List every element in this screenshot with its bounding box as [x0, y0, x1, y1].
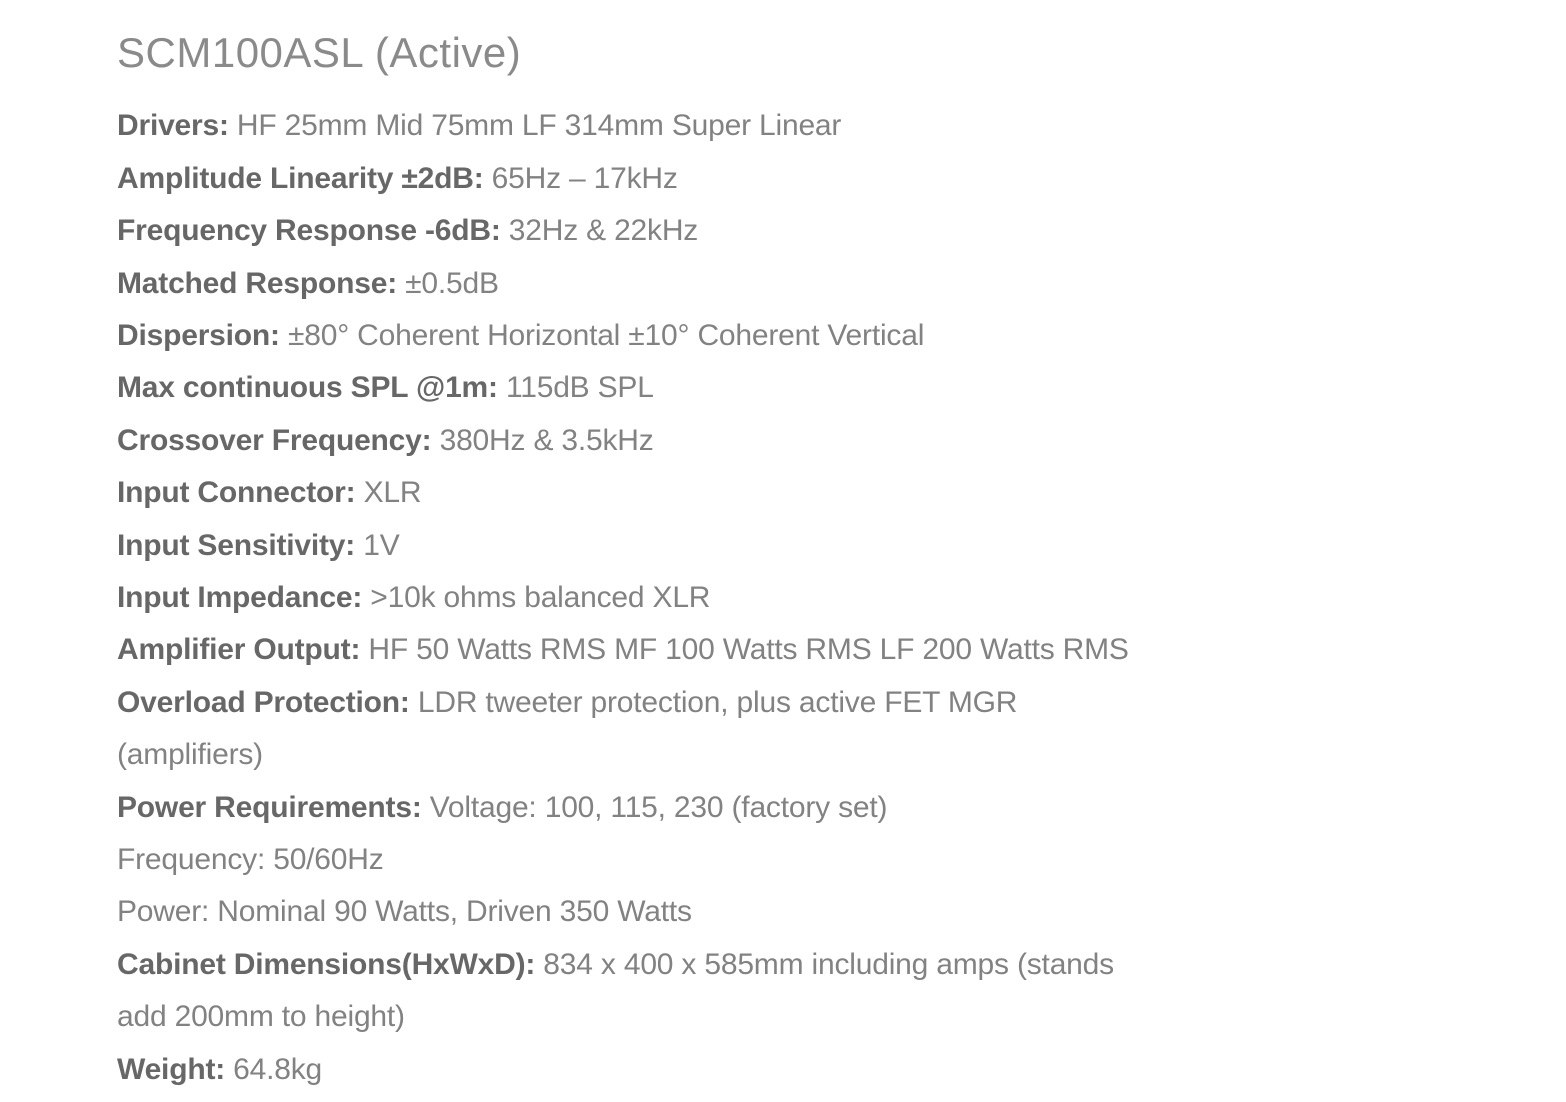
spec-line — [117, 153, 1469, 205]
spec-value: ±0.5dB — [397, 266, 499, 300]
spec-line — [117, 310, 1469, 362]
spec-value: >10k ohms balanced XLR — [362, 581, 711, 615]
spec-value: HF 25mm Mid 75mm LF 314mm Super Linear — [228, 109, 842, 143]
spec-label: Max continuous SPL @1m: — [117, 371, 498, 405]
spec-line — [117, 834, 1469, 886]
spec-line — [117, 729, 1469, 781]
spec-value: 1V — [355, 528, 400, 562]
spec-label: Matched Response: — [117, 266, 397, 300]
spec-label: Amplifier Output: — [117, 633, 361, 667]
spec-label: Input Connector: — [117, 476, 356, 510]
spec-value: 65Hz – 17kHz — [483, 161, 678, 195]
spec-value: XLR — [355, 476, 422, 510]
spec-label: Amplitude Linearity ±2dB: — [117, 161, 484, 195]
spec-label: Frequency Response -6dB: — [117, 214, 501, 248]
spec-label: Input Sensitivity: — [117, 528, 356, 562]
spec-label: Power Requirements: — [117, 790, 422, 824]
spec-line — [117, 362, 1469, 414]
spec-value: (amplifiers) — [117, 738, 263, 772]
spec-line — [117, 939, 1469, 991]
spec-value: 64.8kg — [225, 1052, 323, 1086]
spec-line — [117, 572, 1469, 624]
spec-line — [117, 624, 1469, 676]
spec-label: Overload Protection: — [117, 685, 410, 719]
page-title: SCM100ASL (Active) — [117, 29, 522, 76]
spec-line — [117, 886, 1469, 938]
spec-value: 32Hz & 22kHz — [500, 214, 699, 248]
spec-value: HF 50 Watts RMS MF 100 Watts RMS LF 200 Watts RMS — [360, 633, 1129, 667]
spec-label: Weight: — [117, 1052, 226, 1086]
spec-line — [117, 520, 1469, 572]
spec-label: Drivers: — [117, 109, 229, 143]
spec-value: add 200mm to height) — [117, 1000, 405, 1034]
spec-line — [117, 100, 1469, 152]
spec-label: Cabinet Dimensions(HxWxD): — [117, 947, 536, 981]
spec-label: Dispersion: — [117, 319, 280, 353]
spec-label: Input Impedance: — [117, 581, 363, 615]
spec-value: Power: Nominal 90 Watts, Driven 350 Watts — [117, 895, 692, 929]
spec-line — [117, 991, 1469, 1043]
spec-value: 115dB SPL — [497, 371, 654, 405]
spec-line — [117, 205, 1469, 257]
spec-value: ±80° Coherent Horizontal ±10° Coherent Vertical — [279, 319, 925, 353]
spec-value: 380Hz & 3.5kHz — [431, 423, 654, 457]
spec-list — [117, 100, 1469, 1096]
spec-label: Crossover Frequency: — [117, 423, 432, 457]
spec-line — [117, 258, 1469, 310]
spec-line — [117, 467, 1469, 519]
spec-value: Frequency: 50/60Hz — [117, 843, 384, 877]
spec-value: Voltage: 100, 115, 230 (factory set) — [421, 790, 888, 824]
spec-value: LDR tweeter protection, plus active FET MGR — [409, 685, 1018, 719]
spec-line — [117, 1044, 1469, 1096]
spec-line — [117, 782, 1469, 834]
spec-line — [117, 415, 1469, 467]
spec-line — [117, 677, 1469, 729]
spec-value: 834 x 400 x 585mm including amps (stands — [535, 947, 1114, 981]
